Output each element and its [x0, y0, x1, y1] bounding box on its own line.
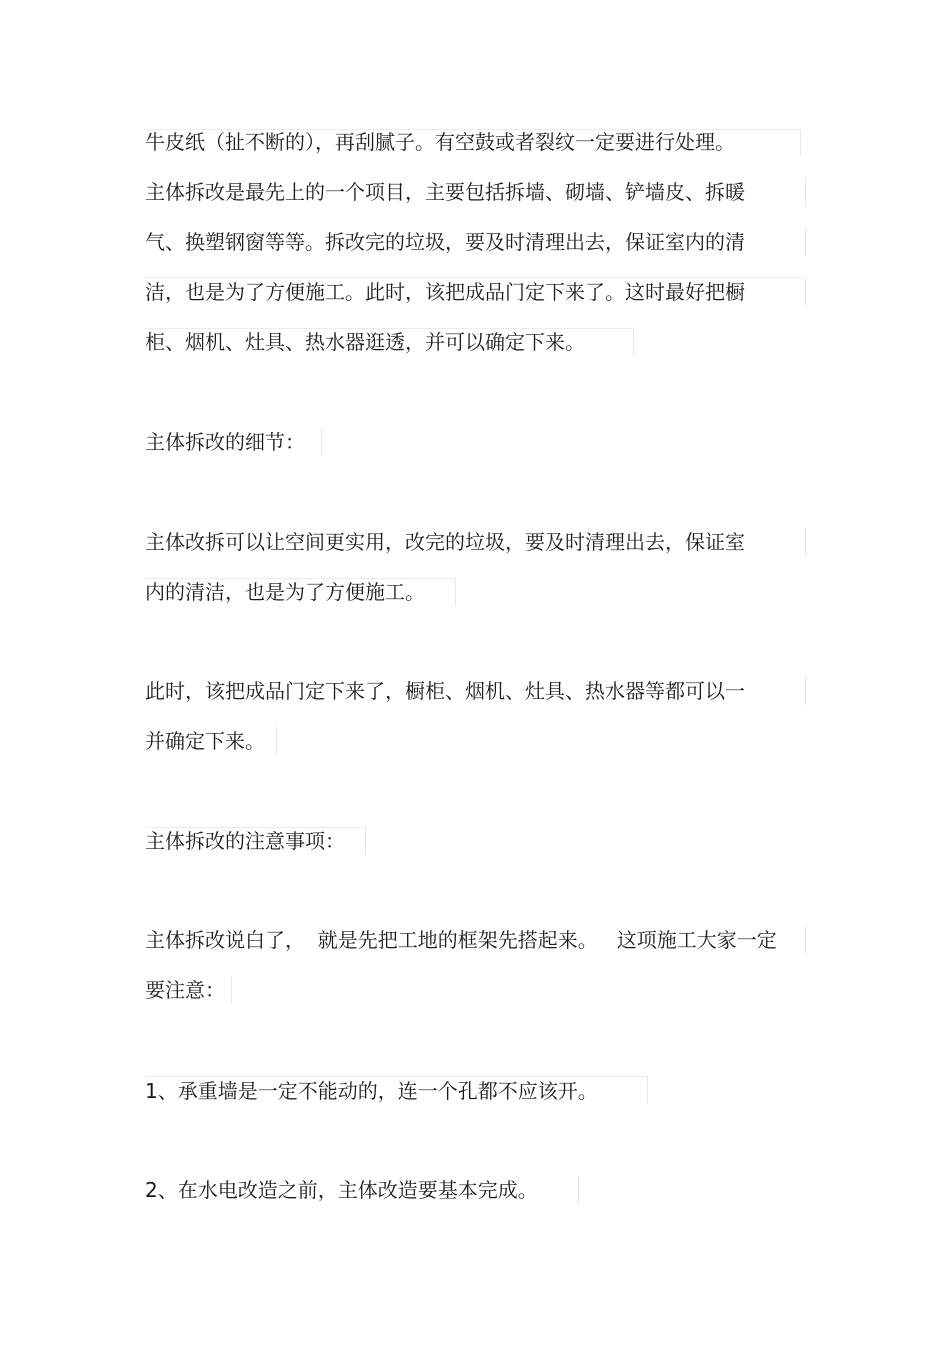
scan-guide-line [805, 528, 806, 556]
scan-guide-line [633, 328, 634, 356]
scan-guide-line [231, 976, 232, 1004]
scan-guide-line [145, 328, 633, 329]
scan-guide-line [145, 1076, 647, 1077]
scan-guide-line [276, 727, 277, 755]
paragraph-1-line-5: 柜、烟机、灶具、热水器逛透，并可以确定下来。 [145, 330, 585, 354]
paragraph-1-line-4: 洁，也是为了方便施工。此时，该把成品门定下来了。这时最好把橱 [145, 280, 745, 304]
list-item-1: 1、承重墙是一定不能动的，连一个孔都不应该开。 [145, 1079, 598, 1103]
paragraph-6-line-2: 要注意： [145, 978, 225, 1002]
scan-guide-line [805, 677, 806, 705]
scan-guide-line [800, 129, 801, 156]
paragraph-3-line-2: 内的清洁，也是为了方便施工。 [145, 580, 425, 604]
scan-guide-line [647, 1076, 648, 1104]
scan-guide-line [145, 578, 455, 579]
paragraph-4-line-1: 此时，该把成品门定下来了，橱柜、烟机、灶具、热水器等都可以一 [145, 679, 745, 703]
scan-guide-line [455, 578, 456, 606]
scan-guide-line [578, 1176, 579, 1204]
scan-guide-line [805, 926, 806, 954]
paragraph-3-line-1: 主体改拆可以让空间更实用，改完的垃圾，要及时清理出去，保证室 [145, 530, 745, 554]
scan-guide-line [805, 278, 806, 306]
scan-guide-line [145, 129, 800, 130]
section-heading-details: 主体拆改的细节： [145, 430, 305, 454]
scan-guide-line [321, 428, 322, 456]
paragraph-1-line-2: 主体拆改是最先上的一个项目，主要包括拆墙、砌墙、铲墙皮、拆暖 [145, 180, 745, 204]
paragraph-6-line-1: 主体拆改说白了， 就是先把工地的框架先搭起来。 这项施工大家一定 [145, 928, 777, 952]
scan-guide-line [145, 827, 365, 828]
paragraph-1-line-3: 气、换塑钢窗等等。拆改完的垃圾，要及时清理出去，保证室内的清 [145, 230, 745, 254]
paragraph-1-line-1: 牛皮纸（扯不断的），再刮腻子。有空鼓或者裂纹一定要进行处理。 [145, 130, 735, 154]
list-item-2: 2、在水电改造之前，主体改造要基本完成。 [145, 1178, 538, 1202]
scan-guide-line [805, 178, 806, 206]
paragraph-4-line-2: 并确定下来。 [145, 729, 265, 753]
scan-guide-line [805, 228, 806, 256]
section-heading-notes: 主体拆改的注意事项： [145, 829, 345, 853]
scan-guide-line [145, 277, 805, 278]
scan-guide-line [365, 827, 366, 855]
